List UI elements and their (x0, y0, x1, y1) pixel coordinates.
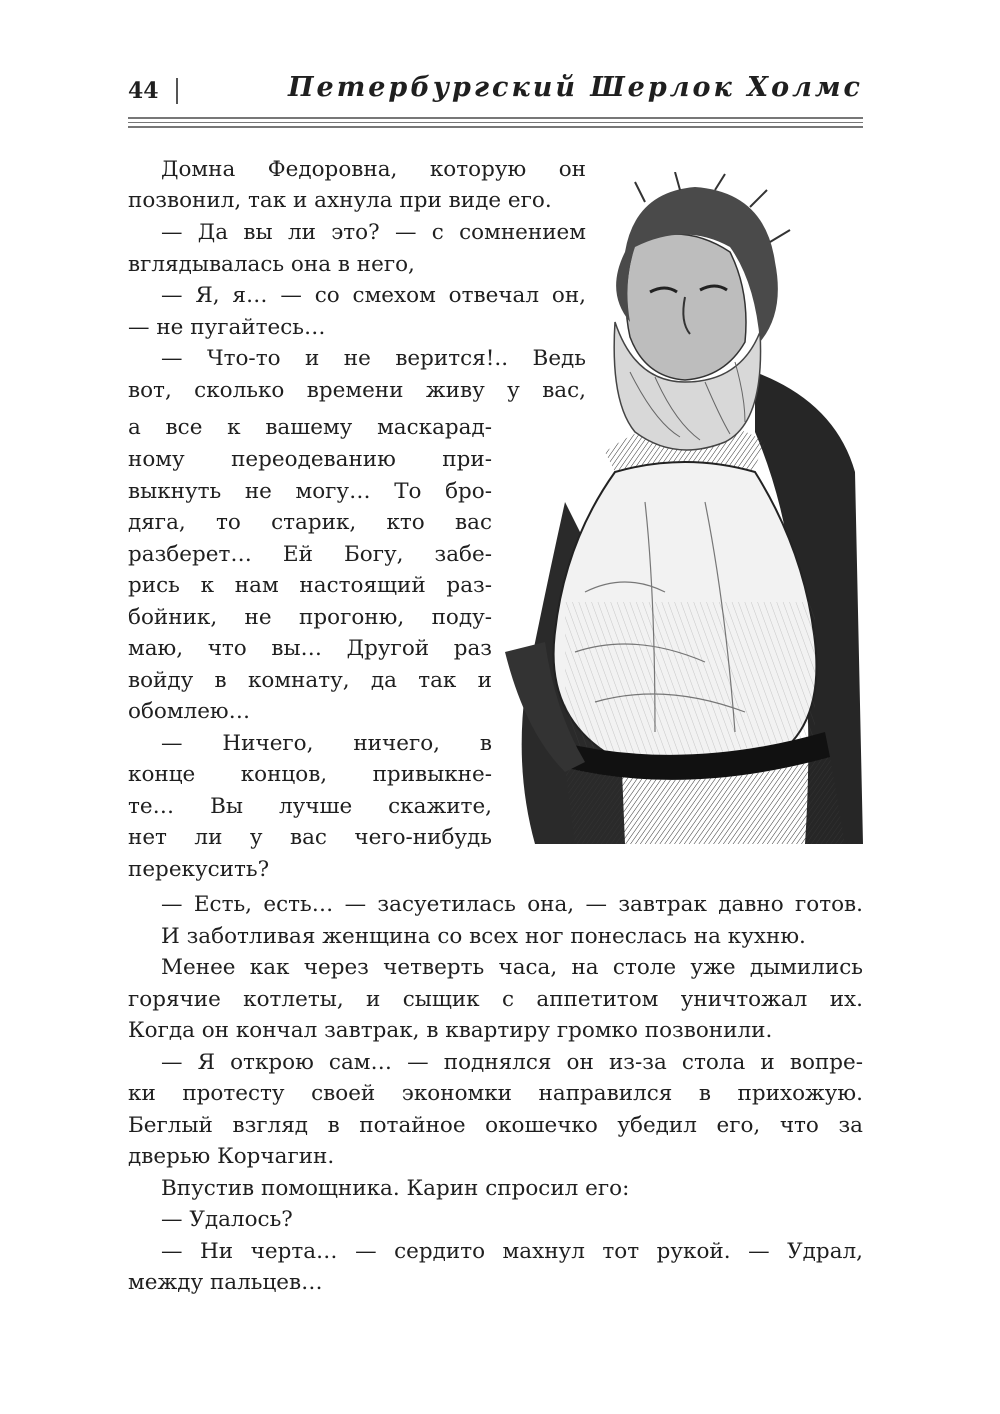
text-line: ному переодеванию при- (128, 447, 492, 472)
running-title: Петербургский Шерлок Холмс (288, 72, 863, 103)
text-line: — Ничего, ничего, в (161, 731, 492, 756)
page-number: 44 (128, 78, 159, 104)
text-line: между пальцев… (128, 1270, 323, 1295)
text-line: — Я открою сам… — поднялся он из-за стола и вопре- (161, 1050, 863, 1075)
text-line: бойник, не прогоню, поду- (128, 605, 492, 630)
text-line: дяга, то старик, кто вас (128, 510, 492, 535)
header-rule (128, 122, 863, 123)
text-line: конце концов, привыкне- (128, 762, 492, 787)
text-line: перекусить? (128, 857, 270, 882)
text-line: войду в комнату, да так и (128, 668, 492, 693)
text-line: Домна Федоровна, которую он (161, 157, 586, 182)
text-line: маю, что вы… Другой раз (128, 636, 492, 661)
text-line: Беглый взгляд в потайное окошечко убедил его, что за (128, 1113, 863, 1138)
running-header (128, 72, 863, 112)
text-line: Менее как через четверть часа, на столе уже дымились (161, 955, 863, 980)
text-line: обомлею… (128, 699, 251, 724)
text-line: — Ни черта… — сердито махнул тот рукой. — Удрал, (161, 1239, 863, 1264)
header-rule (128, 117, 863, 119)
header-divider (176, 78, 178, 104)
text-line: — Есть, есть… — засуетилась она, — завтрак давно готов. (161, 892, 863, 917)
text-line: — Удалось? (161, 1207, 293, 1232)
text-line: И заботливая женщина со всех ног понеслась на кухню. (161, 924, 806, 949)
text-line: выкнуть не могу… То бро- (128, 479, 492, 504)
text-line: те… Вы лучше скажите, (128, 794, 492, 819)
text-line: — Я, я… — со смехом отвечал он, (161, 283, 586, 308)
text-line: горячие котлеты, и сыщик с аппетитом уничтожал их. (128, 987, 863, 1012)
text-line: — Да вы ли это? — с сомнением (161, 220, 586, 245)
text-line: Когда он кончал завтрак, в квартиру громко позвонили. (128, 1018, 773, 1043)
text-line: вот, сколько времени живу у вас, (128, 378, 586, 403)
text-line: дверью Корчагин. (128, 1144, 335, 1169)
text-line: а все к вашему маскарад- (128, 415, 492, 440)
text-line: — не пугайтесь… (128, 315, 326, 340)
text-line: позвонил, так и ахнула при виде его. (128, 188, 552, 213)
text-line: — Что-то и не верится!.. Ведь (161, 346, 586, 371)
text-line: ки протесту своей экономки направился в прихожую. (128, 1081, 863, 1106)
text-line: Впустив помощника. Карин спросил его: (161, 1176, 630, 1201)
text-line: вглядывалась она в него, (128, 252, 415, 277)
text-line: рись к нам настоящий раз- (128, 573, 492, 598)
text-line: разберет… Ей Богу, забе- (128, 542, 492, 567)
text-line: нет ли у вас чего-нибудь (128, 825, 492, 850)
header-rule (128, 126, 863, 128)
